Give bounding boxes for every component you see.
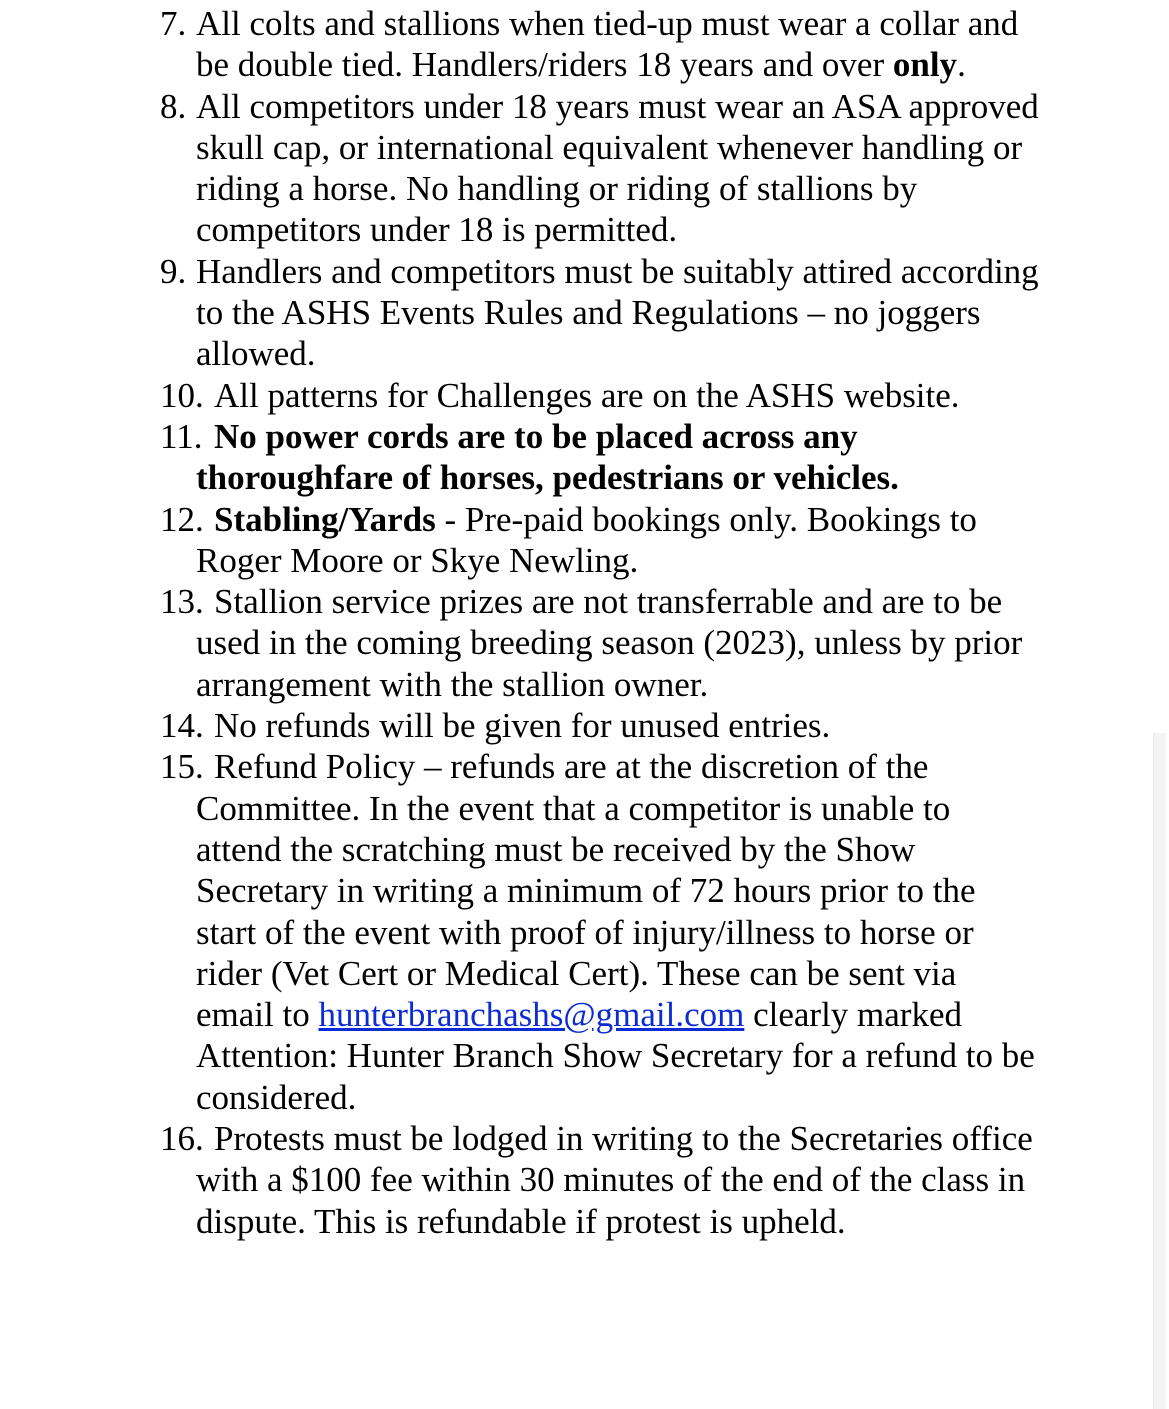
rules-list <box>160 3 1040 1242</box>
rule-item <box>160 499 1040 582</box>
rule-number: 7. <box>160 4 187 43</box>
rule-number: 11. <box>160 416 203 456</box>
text-run: - Pre-paid bookings only. Bookings to Roger Moore or Skye Newling. <box>196 499 977 580</box>
rule-text <box>196 376 960 415</box>
rule-item <box>160 251 1040 375</box>
rule-number: 10. <box>160 375 204 415</box>
rule-item <box>160 416 1040 499</box>
rule-number: 16. <box>160 1119 204 1159</box>
rule-item <box>160 705 1040 746</box>
rule-text <box>196 4 1018 84</box>
bold-text: Stabling/Yards <box>214 499 436 539</box>
text-run: Protests must be lodged in writing to the Secretaries office with a $100 fee within 30 minutes of the end of the class in dispute. This is refundable if protest is upheld. <box>196 1119 1033 1241</box>
text-run: All competitors under 18 years must wear an ASA approved skull cap, or international equivalent whenever handling or riding a horse. No handling or riding of stallions by competitors under 18 is permitted. <box>196 86 1039 250</box>
rule-item <box>160 746 1040 1118</box>
rule-text <box>196 582 1022 704</box>
rule-number: 13. <box>160 582 204 622</box>
rule-text <box>196 87 1039 250</box>
scrollbar[interactable] <box>1153 733 1166 1409</box>
rule-item <box>160 581 1040 705</box>
rule-item <box>160 3 1040 86</box>
text-run: All colts and stallions when tied-up must wear a collar and be double tied. Handlers/riders 18 years and over <box>196 4 1019 85</box>
rule-item <box>160 375 1040 416</box>
bold-text: No power cords are to be placed across any thoroughfare of horses, pedestrians or vehicles. <box>196 416 899 498</box>
rule-number: 14. <box>160 706 204 746</box>
rule-text <box>196 706 830 745</box>
rule-number: 12. <box>160 499 204 539</box>
text-run: Refund Policy – refunds are at the discretion of the Committee. In the event that a competitor is unable to attend the scratching must be received by the Show Secretary in writing a minimum of 72 hours prior to the start of the event with proof of injury/illness to horse or rider (Vet Cert or Medical Cert). These can be sent via email to <box>196 747 976 1035</box>
rule-text <box>196 500 977 580</box>
text-run: Handlers and competitors must be suitably attired according to the ASHS Events Rules and Regulations – no joggers allowed. <box>196 251 1039 374</box>
text-run: clearly marked Attention: Hunter Branch Show Secretary for a refund to be considered. <box>196 995 1035 1117</box>
rule-number: 9. <box>160 251 187 291</box>
text-run: All patterns for Challenges are on the ASHS website. <box>214 375 960 415</box>
rule-item <box>160 86 1040 251</box>
rule-item <box>160 1118 1040 1242</box>
bold-text: only <box>892 45 958 85</box>
rule-number: 15. <box>160 747 204 787</box>
rule-text <box>196 252 1039 374</box>
text-run: Stallion service prizes are not transferrable and are to be used in the coming breeding season (2023), unless by prior arrangement with the stallion owner. <box>196 582 1023 704</box>
email-link[interactable]: hunterbranchashs@gmail.com <box>318 995 745 1035</box>
rule-text <box>196 417 899 497</box>
rule-text <box>196 747 1035 1116</box>
text-run: . <box>957 45 966 85</box>
text-run: No refunds will be given for unused entries. <box>214 706 831 746</box>
rule-text <box>196 1119 1033 1241</box>
rule-number: 8. <box>160 86 187 126</box>
